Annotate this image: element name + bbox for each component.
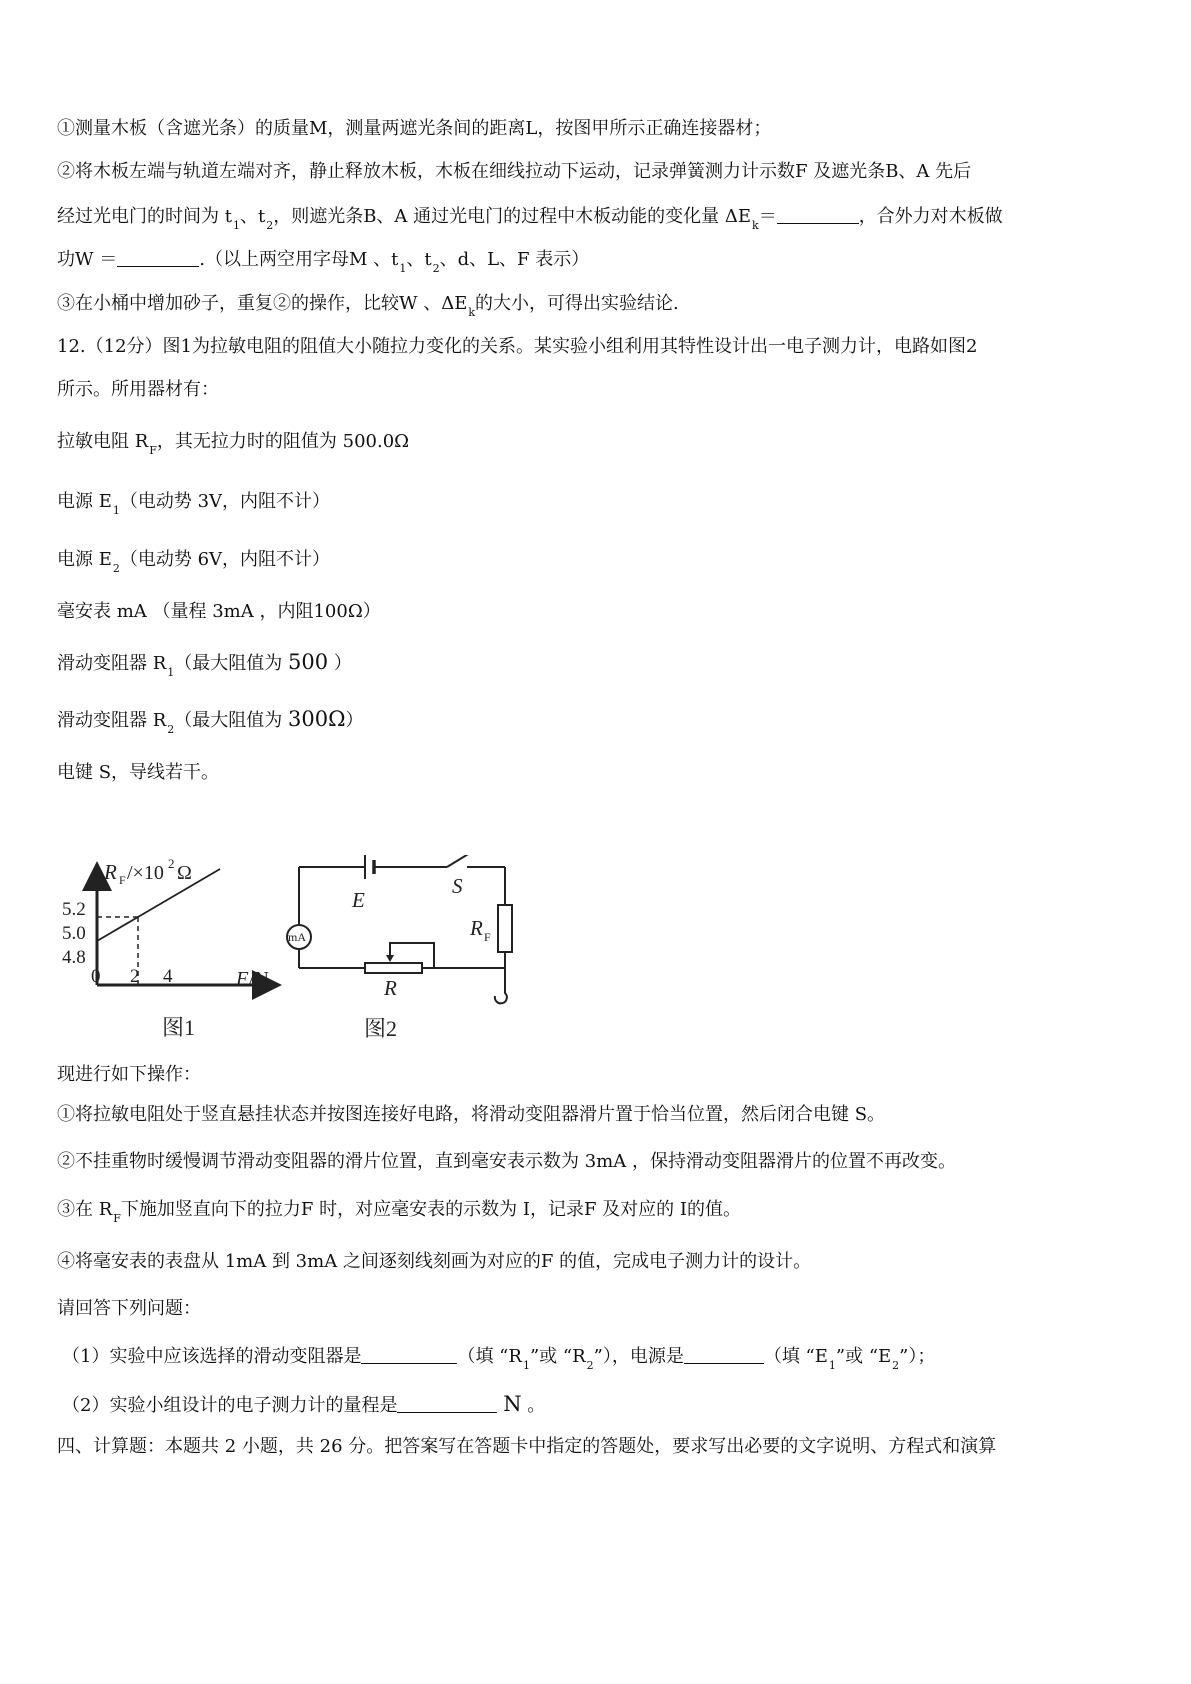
operation-step-3: ③在 $R_F$下施加竖直向下的拉力F 时，对应毫安表的示数为 I，记录F 及对应的 I的值。 bbox=[57, 1199, 742, 1225]
battery-label: E bbox=[352, 888, 365, 912]
step-3-text: ③在小桶中增加砂子，重复②的操作，比较W 、$\Delta E_k$的大小，可得出实验结论. bbox=[57, 293, 679, 319]
questions-intro: 请回答下列问题： bbox=[57, 1298, 201, 1319]
y-axis-label: R bbox=[104, 860, 117, 884]
steps-intro: 现进行如下操作： bbox=[57, 1064, 201, 1085]
section-4-heading: 四、计算题：本题共 2 小题，共 26 分。把答案写在答题卡中指定的答题处，要求写出必要的文字说明、方程式和演算 bbox=[57, 1436, 997, 1457]
figure-1-caption: 图1 bbox=[162, 1015, 196, 1040]
operation-step-2: ②不挂重物时缓慢调节滑动变阻器的滑片位置，直到毫安表示数为 3mA ，保持滑动变阻器滑片的位置不再改变。 bbox=[57, 1151, 956, 1172]
rheostat-label: R bbox=[384, 976, 397, 1000]
y-tick-label: 5.2 bbox=[62, 899, 86, 920]
answer-blank[interactable] bbox=[397, 1394, 497, 1413]
answer-blank[interactable] bbox=[684, 1345, 764, 1364]
x-axis-label: F bbox=[236, 968, 249, 990]
operation-step-4: ④将毫安表的表盘从 1mA 到 3mA 之间逐刻线刻画为对应的F 的值，完成电子测力计的设计。 bbox=[57, 1251, 812, 1272]
material-e2: 电源 $E_2$（电动势 6V，内阻不计） bbox=[57, 549, 331, 575]
figure-2-caption: 图2 bbox=[364, 1016, 398, 1041]
step-1-text: ①测量木板（含遮光条）的质量M，测量两遮光条间的距离L，按图甲所示正确连接器材； bbox=[57, 118, 772, 139]
material-r2: 滑动变阻器 $R_2$（最大阻值为 300Ω） bbox=[57, 707, 364, 736]
y-axis-label-sub: F bbox=[119, 873, 126, 887]
material-switch: 电键 S，导线若干。 bbox=[57, 762, 220, 783]
step-2-cont: 经过光电门的时间为 $t_1$、$t_2$，则遮光条B、A 通过光电门的过程中木板动能的变化量 $\Delta E_k=$ ，合外力对木板做 bbox=[57, 206, 1003, 232]
question-2: （2）实验小组设计的电子测力计的量程是 N 。 bbox=[62, 1392, 546, 1416]
figures-area bbox=[0, 855, 1191, 1145]
resistor-rf-label: R bbox=[470, 916, 483, 940]
switch-icon bbox=[447, 855, 470, 867]
y-axis-label-unit: /×10 bbox=[127, 862, 164, 884]
x-tick-label: 0 bbox=[91, 966, 101, 987]
step-2-cont-2: 功W ＝ .（以上两空用字母M 、$t_1$、$t_2$、d、L、F 表示） bbox=[57, 249, 590, 275]
x-tick-label: 4 bbox=[163, 966, 173, 987]
step-2-text: ②将木板左端与轨道左端对齐，静止释放木板，木板在细线拉动下运动，记录弹簧测力计示数F 及遮光条B、A 先后 bbox=[57, 161, 972, 182]
resistor-rf-label-sub: F bbox=[484, 930, 491, 944]
y-tick-label: 4.8 bbox=[62, 947, 86, 968]
material-rf: 拉敏电阻 $R_F$，其无拉力时的阻值为 500.0Ω bbox=[57, 431, 410, 457]
operation-step-1: ①将拉敏电阻处于竖直悬挂状态并按图连接好电路，将滑动变阻器滑片置于恰当位置，然后闭合电键 S。 bbox=[57, 1104, 886, 1125]
material-r1: 滑动变阻器 $R_1$（最大阻值为 500 ） bbox=[57, 650, 352, 679]
y-axis-label-omega: Ω bbox=[177, 862, 192, 884]
switch-label: S bbox=[452, 874, 463, 898]
x-axis-label-unit: /N bbox=[249, 968, 269, 990]
question-1: （1）实验中应该选择的滑动变阻器是 （填 “$R_1$”或 “$R_2$”），电源是 （填 “$E_1$”或 “$E_2$”）； bbox=[62, 1346, 936, 1372]
y-tick-label: 5.0 bbox=[62, 923, 86, 944]
answer-blank[interactable] bbox=[777, 205, 859, 224]
question-12-cont: 所示。所用器材有： bbox=[57, 379, 219, 400]
question-12-title: 12.（12分）图1为拉敏电阻的阻值大小随拉力变化的关系。某实验小组利用其特性设计出一电子测力计，电路如图2 bbox=[57, 336, 978, 357]
battery-icon bbox=[365, 855, 374, 879]
y-axis-label-exp: 2 bbox=[168, 856, 175, 871]
resistor-rf-icon bbox=[498, 905, 512, 952]
material-ma: 毫安表 mA （量程 3mA ，内阻100Ω） bbox=[57, 601, 381, 622]
answer-blank[interactable] bbox=[361, 1345, 457, 1364]
figure-2-circuit bbox=[282, 855, 582, 1055]
answer-blank[interactable] bbox=[117, 248, 199, 267]
x-tick-label: 2 bbox=[130, 966, 140, 987]
hook-icon bbox=[495, 968, 507, 1003]
milliammeter-label: mA bbox=[288, 930, 306, 944]
material-e1: 电源 $E_1$（电动势 3V，内阻不计） bbox=[57, 491, 331, 517]
